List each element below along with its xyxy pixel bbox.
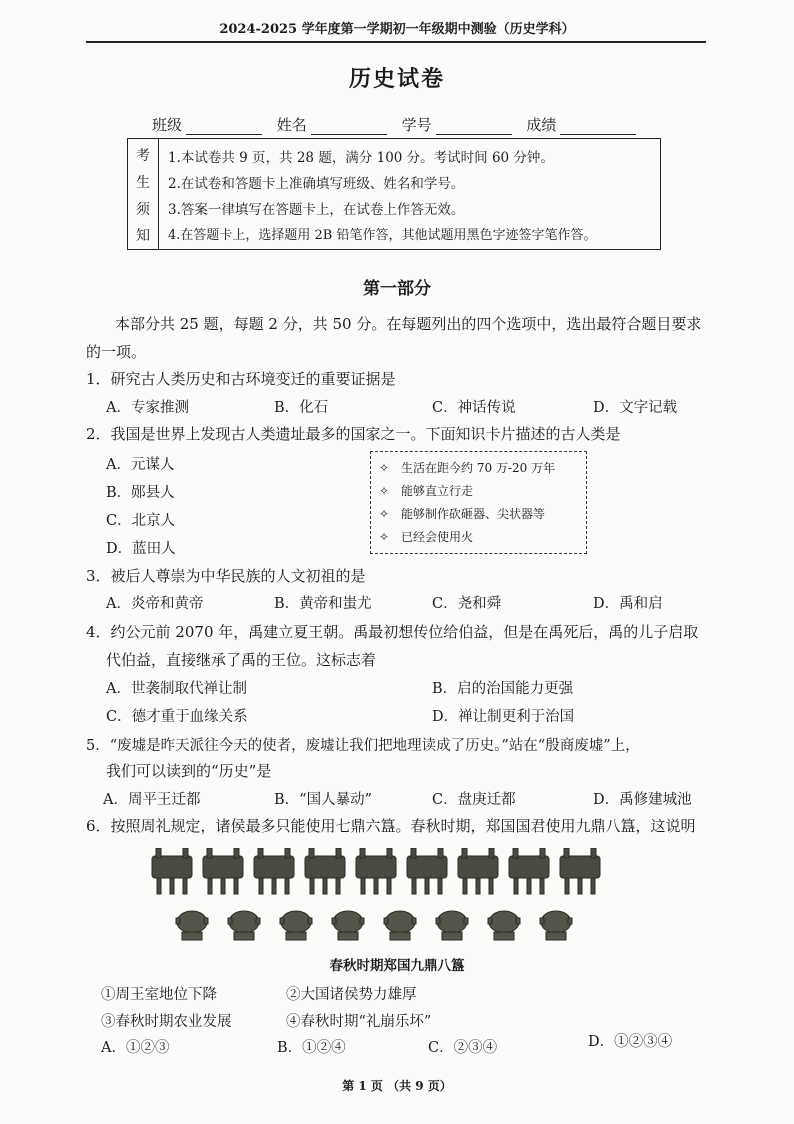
question-1-stem: 1．研究古人类历史和古环境变迁的重要证据是	[86, 370, 396, 388]
knowledge-card-item: ✧ 能够直立行走	[379, 484, 474, 498]
question-5-stem-line1: 5．“废墟是昨天派往今天的使者，废墟让我们把地理读成了历史。”站在“殷商废墟”上，	[86, 738, 640, 754]
ding-vessel	[407, 848, 447, 894]
score-blank	[560, 120, 636, 135]
notice-side-char: 生	[136, 175, 150, 191]
question-1-option-a: A．专家推测	[106, 400, 189, 416]
ding-vessel	[509, 848, 549, 894]
question-3-option-b: B．黄帝和蚩尤	[274, 596, 372, 612]
vessels-caption: 春秋时期郑国九鼎八簋	[329, 958, 465, 974]
notice-side-char: 知	[136, 228, 150, 244]
notice-line: 2.在试卷和答题卡上准确填写班级、姓名和学号。	[168, 176, 465, 192]
question-6-option-d: D．①②③④	[588, 1034, 673, 1050]
score-label: 成绩	[526, 116, 557, 134]
page-footer: 第 1 页 （共 9 页）	[342, 1079, 452, 1093]
ding-vessel	[203, 848, 243, 894]
question-2-option-c: C．北京人	[106, 513, 176, 529]
header-divider	[86, 41, 706, 43]
id-label: 学号	[401, 116, 432, 134]
question-6-option-c: C．②③④	[428, 1040, 498, 1056]
gui-vessel	[280, 911, 312, 940]
question-4-option-a: A．世袭制取代禅让制	[106, 681, 247, 697]
notice-side-char: 考	[136, 148, 150, 164]
question-3-stem: 3．被后人尊崇为中华民族的人文初祖的是	[86, 567, 366, 585]
question-6-option-b: B．①②④	[277, 1040, 346, 1056]
question-6-statement-1: ①周王室地位下降	[101, 987, 217, 1003]
class-blank	[186, 120, 262, 135]
question-6-statement-3: ③春秋时期农业发展	[101, 1014, 232, 1030]
question-4-option-d: D．禅让制更利于治国	[432, 709, 575, 725]
question-4-option-b: B．启的治国能力更强	[432, 681, 574, 697]
question-3-option-c: C．尧和舜	[432, 596, 502, 612]
part1-intro-line1: 本部分共 25 题，每题 2 分，共 50 分。在每题列出的四个选项中，选出最符合题目要求	[115, 315, 702, 333]
question-1-option-d: D．文字记载	[593, 400, 678, 416]
gui-vessel	[228, 911, 260, 940]
bronze-vessels-image	[150, 848, 610, 948]
gui-vessel	[540, 911, 572, 940]
question-5-stem-line2: 我们可以读到的“历史”是	[106, 762, 272, 780]
name-label: 姓名	[276, 116, 307, 134]
ding-vessel	[458, 848, 498, 894]
ding-vessel	[254, 848, 294, 894]
gui-vessel	[436, 911, 468, 940]
part1-intro-line2: 的一项。	[86, 343, 147, 361]
gui-vessel	[332, 911, 364, 940]
ding-vessel	[152, 848, 192, 894]
question-6-statement-2: ②大国诸侯势力雄厚	[286, 987, 417, 1003]
gui-vessel	[176, 911, 208, 940]
id-blank	[436, 120, 512, 135]
exam-title: 历史试卷	[348, 66, 445, 92]
ding-vessel	[560, 848, 600, 894]
knowledge-card-item: ✧ 能够制作砍砸器、尖状器等	[379, 507, 546, 521]
part1-title: 第一部分	[363, 279, 431, 299]
notice-line: 4.在答题卡上，选择题用 2B 铅笔作答，其他试题用黑色字迹签字笔作答。	[168, 228, 597, 243]
exam-notice-box	[127, 138, 661, 250]
question-4-stem-line1: 4．约公元前 2070 年，禹建立夏王朝。禹最初想传位给伯益，但是在禹死后，禹的儿子启取	[86, 623, 699, 641]
question-6-stem: 6．按照周礼规定，诸侯最多只能使用七鼎六簋。春秋时期，郑国国君使用九鼎八簋，这说明	[86, 817, 696, 835]
notice-side-label	[128, 139, 159, 249]
question-1-option-c: C．神话传说	[432, 400, 516, 416]
question-6-statement-4: ④春秋时期“礼崩乐坏”	[286, 1014, 432, 1030]
notice-line: 1.本试卷共 9 页，共 28 题，满分 100 分。考试时间 60 分钟。	[168, 150, 554, 166]
gui-vessel	[384, 911, 416, 940]
question-5-option-b: B．“国人暴动”	[274, 792, 372, 808]
question-3-option-d: D．禹和启	[593, 596, 663, 612]
question-6-option-a: A．①②③	[101, 1040, 170, 1056]
question-2-option-b: B．郧县人	[106, 485, 175, 501]
question-2-option-d: D．蓝田人	[106, 541, 176, 557]
header-title: 2024-2025 学年度第一学期初一年级期中测验（历史学科）	[219, 22, 575, 37]
knowledge-card-item: ✧ 已经会使用火	[379, 530, 474, 544]
notice-line: 3.答案一律填写在答题卡上，在试卷上作答无效。	[168, 202, 465, 218]
question-5-option-c: C．盘庚迁都	[432, 792, 516, 808]
notice-side-char: 须	[136, 202, 150, 218]
ding-vessel	[356, 848, 396, 894]
class-label: 班级	[152, 116, 183, 134]
question-5-option-d: D．禹修建城池	[593, 792, 692, 808]
question-2-stem: 2．我国是世界上发现古人类遗址最多的国家之一。下面知识卡片描述的古人类是	[86, 425, 621, 443]
knowledge-card-item: ✧ 生活在距今约 70 万-20 万年	[379, 461, 556, 475]
question-2-option-a: A．元谋人	[106, 457, 175, 473]
ding-vessel	[305, 848, 345, 894]
question-5-option-a: A．周平王迁都	[103, 792, 201, 808]
knowledge-card	[370, 451, 587, 554]
gui-vessel	[488, 911, 520, 940]
name-blank	[311, 120, 387, 135]
question-4-option-c: C．德才重于血缘关系	[106, 709, 248, 725]
student-info-row	[152, 114, 646, 135]
question-1-option-b: B．化石	[274, 400, 329, 416]
question-3-option-a: A．炎帝和黄帝	[106, 596, 204, 612]
question-4-stem-line2: 代伯益，直接继承了禹的王位。这标志着	[106, 651, 377, 669]
